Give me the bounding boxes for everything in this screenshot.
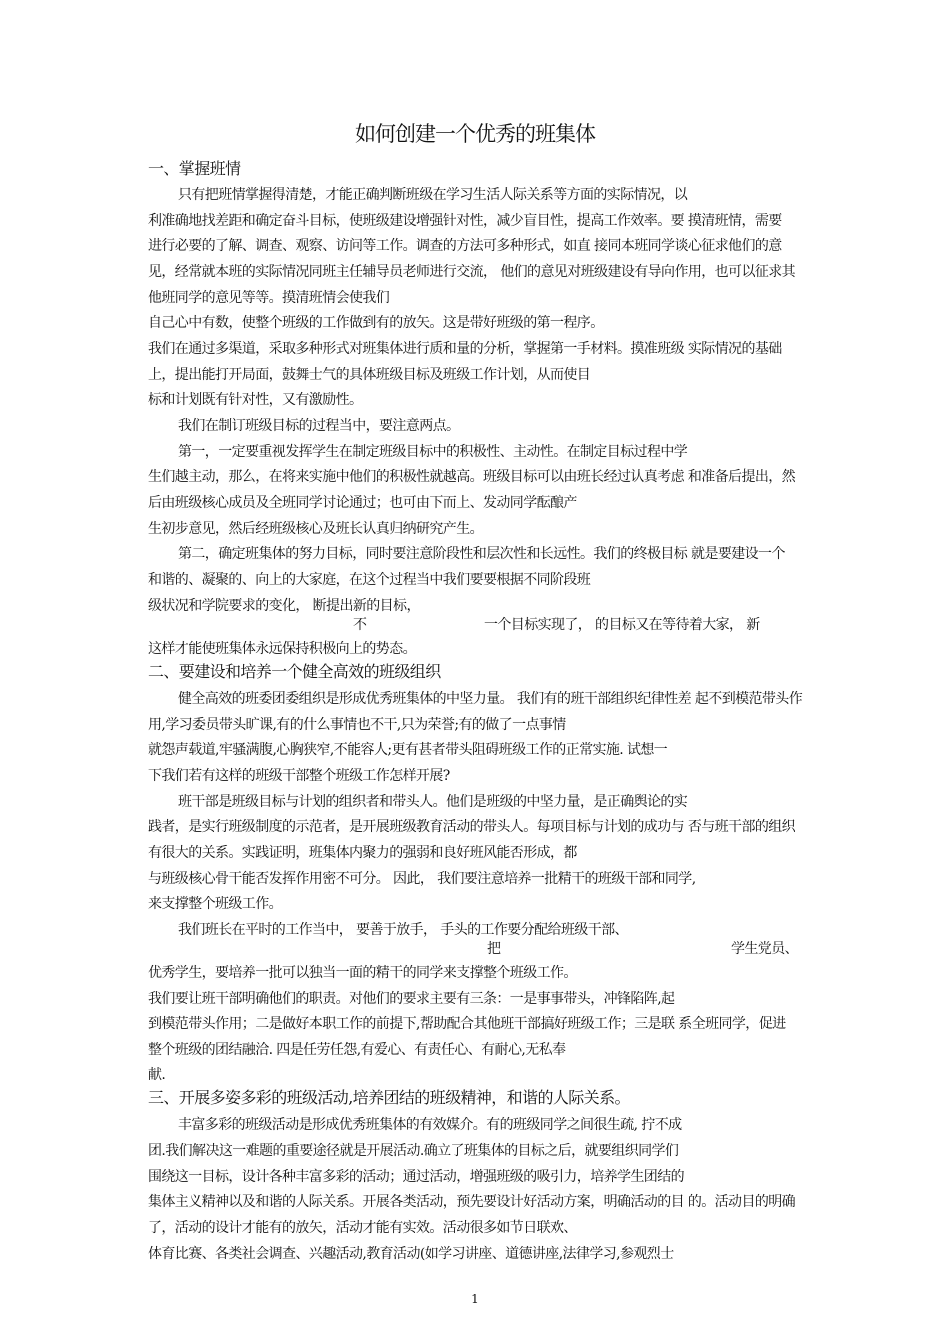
paragraph-line: 我们在制订班级目标的过程当中，要注意两点。 (178, 418, 460, 434)
paragraph-line: 献. (148, 1067, 166, 1083)
paragraph-line: 我们在通过多渠道，采取多种形式对班集体进行质和量的分析，掌握第一手材料。摸准班级 实际情况的基础 (148, 341, 782, 357)
paragraph-line: 集体主义精神以及和谐的人际关系。开展各类活动，预先要设计好活动方案，明确活动的目 的。活动目的明确 (148, 1194, 796, 1210)
section-heading-1: 一、掌握班情 (148, 159, 241, 178)
paragraph-line: 整个班级的团结融洽. 四是任劳任怨,有爱心、有责任心、有耐心,无私奉 (148, 1042, 566, 1058)
page-number: 1 (471, 1292, 479, 1306)
paragraph-line: 后由班级核心成员及全班同学讨论通过；也可由下而上、发动同学酝酿产 (148, 495, 577, 511)
paragraph-line: 与班级核心骨干能否发挥作用密不可分。 因此， 我们要注意培养一批精干的班级干部和同学, (148, 871, 696, 887)
paragraph-line: 下我们若有这样的班级干部整个班级工作怎样开展? (148, 768, 450, 784)
paragraph-line: 来支撑整个班级工作。 (148, 896, 282, 912)
paragraph-fragment: 学生党员、 (731, 941, 798, 957)
paragraph-line: 优秀学生，要培养一批可以独当一面的精干的同学来支撑整个班级工作。 (148, 965, 577, 981)
paragraph-fragment: 一个目标实现了， 的目标又在等待着大家， 新 (484, 617, 760, 633)
paragraph-line: 进行必要的了解、调查、观察、访问等工作。调查的方法可多种形式，如直 接同本班同学谈心征求他们的意 (148, 238, 782, 254)
paragraph-line: 这样才能使班集体永远保持积极向上的势态。 (148, 641, 416, 657)
paragraph-fragment: 把 (487, 941, 501, 957)
paragraph-line: 标和计划既有针对性，又有激励性。 (148, 392, 363, 408)
section-heading-3: 三、开展多姿多彩的班级活动,培养团结的班级精神，和谐的人际关系。 (148, 1088, 630, 1107)
paragraph-line: 上，提出能打开局面，鼓舞士气的具体班级目标及班级工作计划，从而使目 (148, 367, 591, 383)
paragraph-line: 用,学习委员带头旷课,有的什么事情也不干,只为荣誉;有的做了一点事情 (148, 717, 566, 733)
paragraph-line: 只有把班情掌握得清楚，才能正确判断班级在学习生活人际关系等方面的实际情况，以 (178, 187, 688, 203)
paragraph-line: 体育比赛、各类社会调查、兴趣活动,教育活动(如学习讲座、道德讲座,法律学习,参观烈士 (148, 1246, 674, 1262)
paragraph-line: 第二，确定班集体的努力目标，同时要注意阶段性和层次性和长远性。我们的终极目标 就是要建设一个 (178, 546, 785, 562)
paragraph-line: 班干部是班级目标与计划的组织者和带头人。他们是班级的中坚力量，是正确舆论的实 (178, 794, 688, 810)
paragraph-fragment: 不 (353, 617, 367, 633)
paragraph-line: 见，经常就本班的实际情况同班主任辅导员老师进行交流， 他们的意见对班级建设有导向作用，也可以征求其 (148, 264, 796, 280)
paragraph-line: 生们越主动，那么，在将来实施中他们的积极性就越高。班级目标可以由班长经过认真考虑 和准备后提出，然 (148, 469, 796, 485)
paragraph-line: 利准确地找差距和确定奋斗目标，使班级建设增强针对性，减少盲目性，提高工作效率。要 摸清班情，需要 (148, 213, 782, 229)
paragraph-line: 围绕这一目标，设计各种丰富多彩的活动；通过活动，增强班级的吸引力，培养学生团结的 (148, 1169, 684, 1185)
paragraph-line: 了，活动的设计才能有的放矢，活动才能有实效。活动很多如节日联欢、 (148, 1220, 577, 1236)
paragraph-line: 他班同学的意见等等。摸清班情会使我们 (148, 290, 390, 306)
paragraph-line: 到模范带头作用；二是做好本职工作的前提下,帮助配合其他班干部搞好班级工作；三是联 系全班同学，促进 (148, 1016, 786, 1032)
paragraph-line: 级状况和学院要求的变化， 断提出新的目标， (148, 598, 420, 614)
paragraph-line: 生初步意见，然后经班级核心及班长认真归纳研究产生。 (148, 521, 483, 537)
paragraph-line: 第一，一定要重视发挥学生在制定班级目标中的积极性、主动性。在制定目标过程中学 (178, 444, 688, 460)
paragraph-line: 就怨声载道,牢骚满腹,心胸狭窄,不能容人;更有甚者带头阻碍班级工作的正常实施. 试想一 (148, 742, 668, 758)
paragraph-line: 自己心中有数，使整个班级的工作做到有的放矢。这是带好班级的第一程序。 (148, 315, 604, 331)
paragraph-line: 健全高效的班委团委组织是形成优秀班集体的中坚力量。 我们有的班干部组织纪律性差 起不到模范带头作 (178, 691, 803, 707)
paragraph-line: 团.我们解决这一难题的重要途径就是开展活动.确立了班集体的目标之后，就要组织同学们 (148, 1143, 679, 1159)
paragraph-line: 践者，是实行班级制度的示范者，是开展班级教育活动的带头人。每项目标与计划的成功与 否与班干部的组织 (148, 819, 796, 835)
page-title: 如何创建一个优秀的班集体 (355, 122, 595, 146)
section-heading-2: 二、要建设和培养一个健全高效的班级组织 (148, 662, 441, 681)
paragraph-line: 我们要让班干部明确他们的职责。对他们的要求主要有三条：一是事事带头，冲锋陷阵,起 (148, 991, 675, 1007)
paragraph-line: 有很大的关系。实践证明，班集体内聚力的强弱和良好班风能否形成，都 (148, 845, 577, 861)
paragraph-line: 我们班长在平时的工作当中， 要善于放手， 手头的工作要分配给班级干部、 (178, 922, 628, 938)
paragraph-line: 和谐的、凝聚的、向上的大家庭，在这个过程当中我们要要根据不同阶段班 (148, 572, 591, 588)
paragraph-line: 丰富多彩的班级活动是形成优秀班集体的有效媒介。有的班级同学之间很生疏, 拧不成 (178, 1117, 682, 1133)
